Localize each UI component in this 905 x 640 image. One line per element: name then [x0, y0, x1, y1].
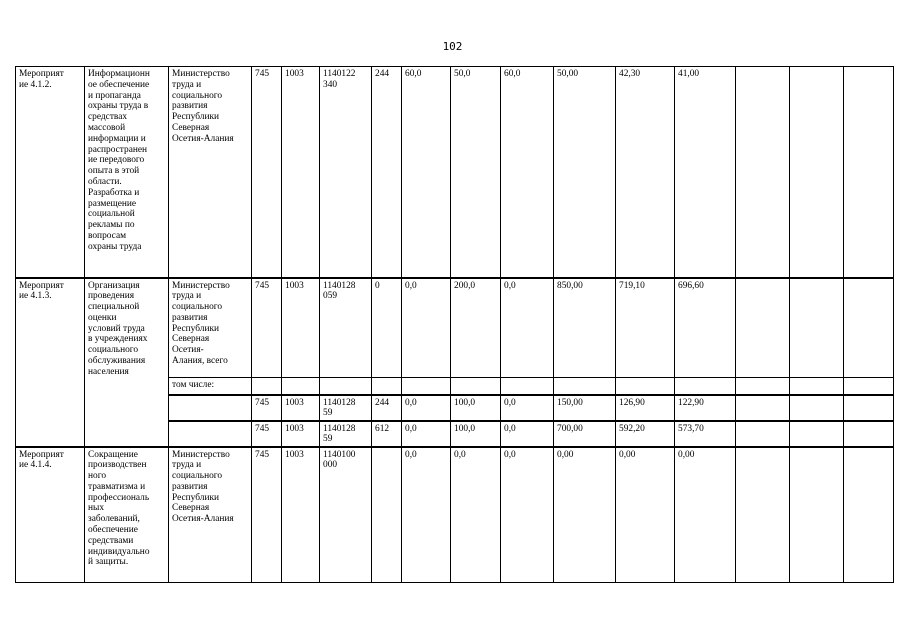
- empty-cell: [320, 378, 372, 395]
- empty-cell: [844, 378, 894, 395]
- empty-cell: [844, 278, 894, 378]
- executor: Министерство труда и социального развития Республики Северная Осетия-Алания: [169, 67, 252, 278]
- value-cell: 0,0: [451, 447, 501, 583]
- empty-cell: [790, 67, 844, 278]
- table-row: [16, 278, 894, 378]
- empty-cell: [736, 421, 790, 447]
- rzpr-cell: 1003: [282, 447, 320, 583]
- value-cell: 0,00: [675, 447, 736, 583]
- grbs-cell: 745: [252, 447, 282, 583]
- value-cell: 100,0: [451, 421, 501, 447]
- empty-cell: [169, 421, 252, 447]
- empty-cell: [844, 447, 894, 583]
- value-cell: 0,0: [402, 447, 451, 583]
- empty-cell: [790, 378, 844, 395]
- value-cell: 0,0: [402, 421, 451, 447]
- value-cell: 50,00: [554, 67, 616, 278]
- value-cell: 42,30: [616, 67, 675, 278]
- grbs-cell: 745: [252, 67, 282, 278]
- executor: Министерство труда и социального развития Республики Северная Осетия-Алания: [169, 447, 252, 583]
- value-cell: 696,60: [675, 278, 736, 378]
- value-cell: 200,0: [451, 278, 501, 378]
- empty-cell: [554, 378, 616, 395]
- grbs-cell: 745: [252, 395, 282, 421]
- value-cell: 592,20: [616, 421, 675, 447]
- value-cell: 0,0: [402, 395, 451, 421]
- empty-cell: [372, 378, 402, 395]
- csr-cell: 1140128 59: [320, 421, 372, 447]
- event-code: Мероприят ие 4.1.4.: [16, 447, 85, 583]
- empty-cell: [736, 378, 790, 395]
- empty-cell: [844, 67, 894, 278]
- rzpr-cell: 1003: [282, 67, 320, 278]
- empty-cell: [402, 378, 451, 395]
- vr-cell: 244: [372, 395, 402, 421]
- value-cell: 60,0: [402, 67, 451, 278]
- program-table: [15, 66, 894, 583]
- value-cell: 150,00: [554, 395, 616, 421]
- table-row: [16, 67, 894, 278]
- rzpr-cell: 1003: [282, 278, 320, 378]
- value-cell: 50,0: [451, 67, 501, 278]
- empty-cell: [451, 378, 501, 395]
- value-cell: 41,00: [675, 67, 736, 278]
- in-that-number-label: том числе:: [169, 378, 252, 395]
- empty-cell: [790, 395, 844, 421]
- csr-cell: 1140100 000: [320, 447, 372, 583]
- value-cell: 0,00: [554, 447, 616, 583]
- value-cell: 850,00: [554, 278, 616, 378]
- empty-cell: [736, 447, 790, 583]
- value-cell: 0,0: [501, 447, 554, 583]
- value-cell: 0,0: [501, 278, 554, 378]
- value-cell: 0,0: [402, 278, 451, 378]
- grbs-cell: 745: [252, 278, 282, 378]
- event-name: Организация проведения специальной оценки условий труда в учреждениях социального обслуживания населения: [85, 278, 169, 447]
- event-name: Сокращение производствен ного травматизма и профессиональ ных заболеваний, обеспечение средствами индивидуально й защиты.: [85, 447, 169, 583]
- empty-cell: [169, 395, 252, 421]
- empty-cell: [501, 378, 554, 395]
- empty-cell: [616, 378, 675, 395]
- rzpr-cell: 1003: [282, 421, 320, 447]
- empty-cell: [252, 378, 282, 395]
- vr-cell: 612: [372, 421, 402, 447]
- value-cell: 60,0: [501, 67, 554, 278]
- empty-cell: [790, 278, 844, 378]
- value-cell: 100,0: [451, 395, 501, 421]
- event-name: Информационн ое обеспечение и пропаганда охраны труда в средствах массовой информации и распространен ие передового опыта в этой области. Разработка и размещение социальной рекламы по вопросам охраны труда: [85, 67, 169, 278]
- value-cell: 573,70: [675, 421, 736, 447]
- event-code: Мероприят ие 4.1.2.: [16, 67, 85, 278]
- csr-cell: 1140122 340: [320, 67, 372, 278]
- empty-cell: [736, 395, 790, 421]
- grbs-cell: 745: [252, 421, 282, 447]
- value-cell: 126,90: [616, 395, 675, 421]
- value-cell: 0,00: [616, 447, 675, 583]
- vr-cell: [372, 447, 402, 583]
- value-cell: 700,00: [554, 421, 616, 447]
- page-number: 102: [442, 40, 463, 53]
- empty-cell: [736, 278, 790, 378]
- event-code: Мероприят ие 4.1.3.: [16, 278, 85, 447]
- empty-cell: [844, 395, 894, 421]
- value-cell: 0,0: [501, 395, 554, 421]
- empty-cell: [844, 421, 894, 447]
- value-cell: 122,90: [675, 395, 736, 421]
- empty-cell: [736, 67, 790, 278]
- rzpr-cell: 1003: [282, 395, 320, 421]
- empty-cell: [282, 378, 320, 395]
- empty-cell: [790, 421, 844, 447]
- vr-cell: 0: [372, 278, 402, 378]
- vr-cell: 244: [372, 67, 402, 278]
- empty-cell: [790, 447, 844, 583]
- csr-cell: 1140128 59: [320, 395, 372, 421]
- csr-cell: 1140128 059: [320, 278, 372, 378]
- empty-cell: [675, 378, 736, 395]
- value-cell: 719,10: [616, 278, 675, 378]
- table-row: [16, 447, 894, 583]
- value-cell: 0,0: [501, 421, 554, 447]
- executor: Министерство труда и социального развития Республики Северная Осетия- Алания, всего: [169, 278, 252, 378]
